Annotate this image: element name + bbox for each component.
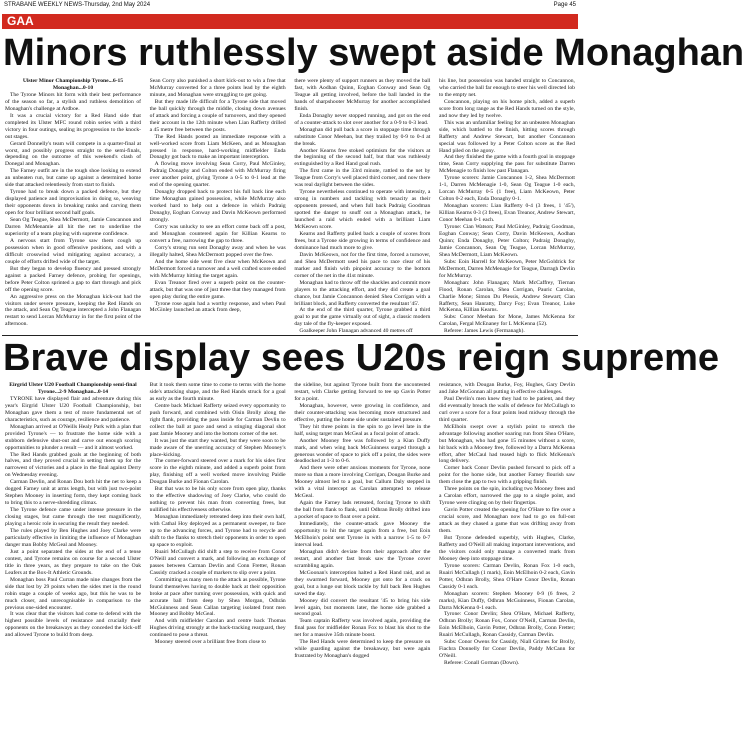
paragraph: At the end of the third quarter, Tyrone grabbed a third goal to put the game virtually out of sight, a classic modern day tale of the fly-keeper exposed. [294, 307, 431, 328]
paragraph: Corry was unlucky to see an effort come back off a post, and Monaghan countered again for Killian Kearns to convert a free, narrowing the gap to three. [149, 224, 286, 244]
masthead-publication: STRABANE WEEKLY NEWS-Thursday, 2nd May 2024 [4, 2, 151, 8]
paragraph: TYRONE have displayed flair and adventure during this year's Eirgrid Ulster U20 Football Championship, but Monaghan gave them a test of more fundamental set of characteristics, such as courage, resilience and patience. [5, 395, 141, 423]
paragraph: there were plenty of support runners as they moved the ball fast, with Aodhan Quinn, Eoghan Conway and Sean Og Teague all getting involved, before the ball landed in the hands of sharpshooter McMurray for another accomplished finish. [294, 78, 431, 112]
paragraph: Just a point separated the sides at the end of a tense contest, and Tyrone remains on course for a second Ulster title in three years, as they prepare to take on the Oak Leafers at the Box-It Athletic Grounds. [5, 548, 141, 576]
paragraph: Tyrone scorers: Carman Devlin, Ronan Fox 1-0 each, Ruairi McCullagh (1 mark), Eoin McElhoin 0-2 each, Gavin Potter, Odhran Brolly, Shea O'Hare Conor Devlin, Ronan Cassidy 0-1 each. [438, 562, 575, 590]
story2-column-1 [5, 382, 141, 734]
story1-column-1 [5, 78, 141, 332]
paragraph: Tyrone: Cian Watson; Paul McGinley, Padraig Goodman, Eoghan Conway; Sean Corry, Davin McKeown, Aodhan Quinn; Enda Donaghy, Peter Colton; Padraig Donaghy, Jamie Concannon, Sean Og Teague, Lorcan McMurray, Shea McDermott, Liam McKeown. [438, 224, 575, 258]
section-banner [2, 14, 578, 29]
paragraph: Sean Og Teague, Shea McDermott, Jamie Concannon and Darren McMenamie all hit the net to underline the superiority of a team playing with supreme confidence. [5, 217, 141, 237]
paragraph: Monaghan scorers: Stephen Mooney 0-9 (6 frees, 2 marks), Kian Duffy, Odhran McGuinness, Fionan Carolan, Darra McKenna 0-1 each. [438, 590, 575, 611]
paragraph: Committing as many men to the attack as possible, Tyrone found themselves having to double back at their opposition broke at pace after turning over possession, with quick and accurate ball from deep by Shea Morgan, Odhrán McGuinness and Sean Callan targeting isolated front men Mooney and Bobby McGeal. [149, 576, 286, 618]
paragraph: An aggressive press on the Monaghan kick-out had the visitors under severe pressure, keeping the Red Hands on the attack, and Sean Og Teague intercepted a John Flanagan restart to send Lorcan McMurray in for the first point of the afternoon. [5, 293, 141, 328]
story1-body [5, 78, 575, 335]
paragraph: And they finished the game with a fourth goal in stoppage time, Sean Corry supplying the pass for substitute Darren McMenagie to finish low past Flanagan. [438, 154, 575, 175]
paragraph: The rules played by Ben Hughes and Joey Clarke were particularly effective in limiting the influence of Monaghan danger man Bobby McGeal and Mooney. [5, 528, 141, 548]
paragraph: And there were other anxious moments for Tyrone, none more so than a more involving Corrigan, Dougan Burke and Mooney almost led to a goal, but Callum Daly stepped in with a vital intercept as Carolan attempted to release McGeal. [294, 465, 431, 500]
story1-column-4 [438, 78, 575, 335]
paragraph: A nervous start from Tyrone saw them cough up possession when in good offensive positions, and with a difficult crosswind wind mitigating against accuracy, a couple of efforts drifted wide of the target. [5, 237, 141, 265]
paragraph: McElhoin swept over a stylish point to stretch the advantage following another soaring run from Shea O'Hare, but Monaghan, who had gone 15 minutes without a score, hit back with a Mooney free, followed by a Darra McKenna effort, after McCaul had teased high to flick McKenna's long delivery. [438, 423, 575, 465]
paragraph: Ruairi McCullagh did shift a step to receive from Conor O'Neill and convert a mark, and following an exchange of passes between Carman Devlin and Conn Fretter, Ronan Cassidy cracked a couple of markers to slip over a point. [149, 548, 286, 576]
paragraph: The Farney outfit are in the tough shoe looking to extend an unbeaten run, but came up against a determined home side that attacked relentlessly from start to finish. [5, 168, 141, 189]
paragraph: Monaghan had to throw off the shackles and commit more players to the attacking effort, and they did create a goal chance, but Jamie Concannon denied Shea Corrigan with a brilliant block, and Rafferty converted the resultant '45'. [294, 279, 431, 307]
masthead [4, 1, 576, 10]
story1-headline: Minors ruthlessly swept aside Monaghan [3, 32, 744, 74]
paragraph: Tyrone rose again had a worthy response, and when Paul McGinley launched an attack from deep, [149, 300, 286, 314]
match-result-heading: Eirgrid Ulster U20 Football Championship semi-final Tyrone...2-9 Monaghan...0-14 [9, 382, 137, 395]
paragraph: And the home side went five clear when McKeown and McDermott forced a turnover and a well crafted score ended with McMurray hitting the target again. [149, 258, 286, 279]
paragraph: resistance, with Dougan Burke, Foy, Hughes, Gary Devlin and Jake McGonnan all putting in effective challenges. [438, 382, 575, 395]
paragraph: Mooney did convert the resultant '45 to bring his side level again, but moments later, the home side grabbed a second goal. [294, 597, 431, 618]
paragraph: Evan Treanor fired over a superb point on the counter-attack, but that was one of just three that they managed from open play during the entire game. [149, 279, 286, 300]
paragraph: It was just the start they wanted, but they were soon to be made aware of the unerring accuracy of Stephen Mooney's place-kicking. [149, 437, 286, 458]
story1-column-2 [150, 78, 286, 332]
page-number: Page 45 [553, 2, 576, 8]
paragraph: Referee: James Lewis (Fermanagh). [443, 328, 525, 335]
paragraph: Centre back Michael Rafferty seized every opportunity to push forward, and combined with Oisin Brolly along the right flank, providing the pass inside for Carman Devlin to collect the ball at pace and send a stinging diagonal shot past Jamie Mooney and into the bottom corner of the net. [149, 402, 286, 437]
paragraph: And with midfielder Carolan and centre back Thomas Hughes driving strongly at the back-tracking rearguard, they continued to pose a threat. [149, 618, 286, 639]
paragraph: A flowing move involving Sean Corry, Paul McGinley, Padraig Donaghy and Colton ended with McMurray firing over another point, giving Tyrone a 0-5 to 0-1 lead at the end of the opening quarter. [149, 161, 286, 189]
paragraph: Kearns and Rafferty pulled back a couple of scores from frees, but a Tyrone side growing in terms of confidence and dominance had much more to give. [294, 230, 431, 251]
paragraph: Monaghan arrived at O'Neills Healy Park with a plan that provided Tyrone's — to frustrate the home side with a stubborn defensive shut-out and carve out enough scoring opportunities to plunder a result — and it almost worked. [5, 423, 141, 451]
paragraph: But they made life difficult for a Tyrone side that moved the ball quickly through the middle, closing down avenues of attack and forcing a couple of turnovers, and they opened their account in the 12th minute when Lian Rafferty drilled a 45 metre free between the posts. [149, 98, 286, 133]
paragraph: Corry's strong run sent Donaghy away and when he was illegally halted, Shea McDermott popped over the free. [149, 244, 286, 258]
paragraph: The Red Hands were determined to keep the pressure on while guarding against the breakaway, but were again frustrated by Monaghan's dogged [294, 639, 431, 660]
paragraph: It was a crucial victory for a Red Hand side that completed its Ulster MFC round robin series with a third victory in four outings, sealing its progression to the knock-out stages. [5, 112, 141, 140]
paragraph: Mooney steered over a brilliant free from close to [154, 639, 266, 646]
paragraph: Tyrone scorers: Jamie Concannon 1-2, Shea McDermott 1-1, Darren McMenagie 1-0, Sean Og Teague 1-0 each, Lorcan McMurray 0-5 (1 free), Liam McKeown, Peter Colton 0-2 each, Enda Donaghy 0-1. [438, 175, 575, 203]
paragraph: Subs: Conor Owens for Cassidy, Niall Grimes for Brolly, Fiachra Donnelly for Conor Devlin, Paddy McCann for O'Neill. [438, 639, 575, 660]
paragraph: Monaghan did pull back a score in stoppage time through substitute Conor Meehan, but they trailed by 0-9 to 0-4 at the break. [294, 126, 431, 147]
paragraph: The corner-forward steered over a mark for his sides first score in the eighth minute, and added a superb point from play, finishing off a well worked move involving Paidie Dougan Burke and Fionan Carolan. [149, 458, 286, 486]
story1-column-3 [294, 78, 431, 335]
paragraph: Carman Devlin, and Ronan Dou both hit the net to keep a dogged Farney unit at arms length, but with just two-point Stephen Mooney in inserting form, they kept coming back to bring this to a nerve-shredding climax. [5, 479, 141, 507]
paragraph: Monaghan didn't deviate from their approach after the restart, and another fast break saw the Tyrone cover scrambling again. [294, 548, 431, 569]
paragraph: Monaghan: John Flanagan; Mark McCaffrey, Tiernan Flood, Ronan Carolan, Shea Corrigan, Pauric Carolan, Charlie Mone; Simon Du Plessis, Andrew Stewart; Cian Rafferty, Sean Hanratty, Darcy Foy; Evan Treanor, Luke McKenna, Killian Kearns. [438, 279, 575, 314]
paragraph: the sideline, but against Tyrone built from the uncontested restart, with Clarke getting forward to tee up Gavin Potter for a point. [294, 382, 431, 402]
story2-column-3 [294, 382, 430, 734]
paragraph: Three points on the spin, including two Mooney frees and a Carolan effort, narrowed the gap to a single point, and Tyrone were clinging on by their fingertips. [438, 486, 575, 507]
paragraph: The Tyrone defence came under intense pressure in the closing stages, but came through the test magnificently, playing a heroic role in securing the result they needed. [5, 507, 141, 528]
paragraph: Another Mooney free was followed by a Kian Duffy mark, and when wing back McGuinness surged through a generous wonder of space to pick off a point, the sides were deadlocked at 1-3 to 0-6. [294, 437, 431, 465]
paragraph: Monaghan scorers: Lian Rafferty 0-4 (3 frees, 1 '45'), Killian Kearns 0-3 (3 frees), Evan Treanor, Andrew Stewart, Conor Meehan 0-1 each. [438, 203, 575, 224]
paragraph: But it took them some time to come to terms with the home side's attacking shape, and the Red Hands struck for a goal as early as the fourth minute. [149, 382, 286, 402]
paragraph: Concannon, playing on his home pitch, added a superb score from long range as the Red Hands turned on the style, and now they led by twelve. [438, 98, 575, 119]
paragraph: The Red Hands grabbed goals at the beginning of both halves, and they proved crucial in setting them up for the narrowest of victories and a place in the final against Derry on Wednesday evening. [5, 451, 141, 479]
paragraph: Corner back Conor Devlin pushed forward to pick off a point for the home side, but another Farney flourish saw them close the gap to two with a gripping finish. [438, 465, 575, 486]
paragraph: Sean Corry also punished a short kick-out to win a free that McMurray converted for a three points lead by the eighth minute, and Monaghan were struggling to get going. [149, 78, 286, 98]
paragraph: Monaghan immediately retreated deep into their own half, with Cathal Hoy deployed as a permanent sweeper, to face up to the advancing forces, and Tyrone had to recycle and shift to the flanks to stretch their opponents in order to open up space to exploit. [149, 514, 286, 548]
story2-column-2 [150, 382, 286, 734]
paragraph: But Tyrone defended superbly, with Hughes, Clarke, Rafferty and O'Neill all making important interventions, and the visitors could only manage a converted mark from Mooney deep into stoppage time. [438, 534, 575, 562]
paragraph: Team captain Rafferty was involved again, providing the final pass for midfielder Ronan Fox to blast his shot to the net for a massive 35th minute boost. [294, 618, 431, 639]
paragraph: But that was to be his only score from open play, thanks to the effective shadowing of Joey Clarke, who could do nothing to prevent his man from converting frees, but nullified his effectiveness otherwise. [149, 486, 286, 514]
paragraph: Immediately, the counter-attack gave Mooney the opportunity to hit the target again from a free, but Eoin McElhoin's point sent Tyrone in with a narrow 1-5 to 0-7 interval lead. [294, 521, 431, 548]
section-title: GAA [7, 14, 34, 28]
paragraph: Tyrone nevertheless continued to operate with intensity, a strong in numbers and tackling with tenacity as their opponents pressed, and when full back Padraig Goodman spotted the danger to snuff out a Monaghan attack, he launched a raid which ended with a brilliant Liam McKeown score. [294, 189, 431, 231]
paragraph: It was clear that the visitors had come to defend with the highest possible levels of resistance and crucially their opponents on the breakaways as they conceded the kick-off and allowed Tyrone to build from deep. [5, 611, 141, 639]
story2-column-4 [439, 382, 575, 734]
paragraph: Tyrone had to break down a packed defence, but they displayed patience and improvisation in doing so, weaving their opponents down in breaking ranks and carving them open for four brilliant second half goals. [5, 189, 141, 217]
paragraph: They hit three points in the spin to go level late in the half, using target man McGeal as a focal point of attack. [294, 423, 431, 437]
paragraph: Paul Devlin's men knew they had to be patient, and they did eventually breach the walls of defence for McCullagh to curl over a score for a four points lead midway through the third quarter. [438, 395, 575, 423]
paragraph: Gavin Potter created the opening for O'Hare to fire over a crucial score, and Monaghan now had to go on full-out attack as they chased a game that was drifting away from them. [438, 507, 575, 535]
paragraph: Another Kearns free stoked optimism for the visitors at the beginning of the second half, but that was ruthlessly extinguished by a Red Hand goal rush. [294, 147, 431, 168]
paragraph: McGoonan's interception halted a Red Hand raid, and as they swarmed forward, Mooney got onto for a crack on goal, but a lunge out block tackle by full back Ben Hughes saved the day. [294, 569, 431, 597]
paragraph: The Red Hands posted an immediate response with a well-worked score from Liam McKeen, and as Monaghan pressed in response, hard-working midfielder Enda Donaghy got back to make an important interception. [149, 133, 286, 161]
story2-body [5, 382, 575, 734]
paragraph: The first came in the 33rd minute, rattled to the net by Teague from Corry's well placed third corner, and now there was real daylight between the sides. [294, 168, 431, 189]
paragraph: Referee: Conall Gorman (Down). [443, 660, 520, 667]
paragraph: The Tyrone Minors hit form with their best performance of the season so far, a stylish and ruthless demolition of Monaghan's challenge at Ardboe. [5, 91, 141, 112]
paragraph: Davin McKeown, not for the first time, forced a turnover, and Shea McDermott used his pace to race clear of his marker and finish with pinpoint accuracy to the bottom corner of the net in the 41st minute. [294, 251, 431, 279]
paragraph: Tyrone: Conor Devlin; Shea O'Hare, Michael Rafferty, Odhran Brolly; Ronan Fox, Conor O'Neill, Carman Devlin, Eoin McElhoin, Gavin Potter, Odhran Brolly, Conn Fretter; Ruairi McCullagh, Ronan Cassidy, Carman Devlin. [438, 611, 575, 639]
paragraph: Monaghan, however, were growing in confidence, and their counter-attacking was becoming more structured and effective, putting the home side under sustained pressure. [294, 402, 431, 423]
paragraph: Goalkeeper John Flanagan advanced 40 metres off [299, 328, 413, 335]
paragraph: Donaghy dropped back to protect his full back line each time Monaghan gained possession, while McMurray also worked hard to help out a defence in which Padraig Donaghy, Eoghan Conway and Davin McKeown performed strongly. [149, 189, 286, 224]
paragraph: his line, but possession was handed straight to Concannon, who carried the ball far enough to steer his well directed lob to the empty net. [438, 78, 575, 98]
paragraph: Gerard Donnelly's team will compete in a quarter-final at worst, and possibly progress straight to the semi-finals, depending on the outcome of this weekend's clash of Donegal and Monaghan. [5, 140, 141, 168]
paragraph: Enda Donaghy never stopped running, and got on the end of a counter-attack to slot over another for a 0-9 to 0-3 lead. [294, 112, 431, 126]
paragraph: Monaghan boss Paul Curran made nine changes from the side that lost by 29 points when the sides met in the round robin stage a couple of weeks ago, but this he was to be much closer, and unrecognisable in comparison to the previous one-sided encounter. [5, 576, 141, 611]
paragraph: Subs: Conor Meehan for Mone, James McKenna for Carolan, Fergal McEnaney for L McKenna (52). [438, 314, 575, 328]
paragraph: But they began to develop fluency and pressed strongly against a packed Farney defence, probing for openings, before Peter Colton sprinted a gap to dart through and pick off the opening score. [5, 265, 141, 293]
story2-headline: Brave display sees U20s reign supreme [3, 337, 720, 379]
paragraph: This was an unfamiliar feeling for an unbeaten Monaghan side, which battled to the finish, hitting scores through Rafferty and Andrew Stewart, but another Concannon special was followed by a Peter Colton score as the Red Hand piled on the agony. [438, 119, 575, 154]
story-divider [2, 335, 578, 336]
paragraph: Again the Farney lads retreated, forcing Tyrone to shift the ball from flank to flank, until Odhran Brolly drifted into a pocket of space to float over a point. [294, 500, 431, 521]
match-result-heading: Ulster Minor Championship Tyrone...6-15 Monaghan...0-10 [22, 78, 124, 91]
paragraph: Subs: Eoin Harrell for McKeown, Peter McGoldrick for McDermott, Darren McMenagie for Teague, Darragh Devlin for McMurray. [438, 258, 575, 279]
